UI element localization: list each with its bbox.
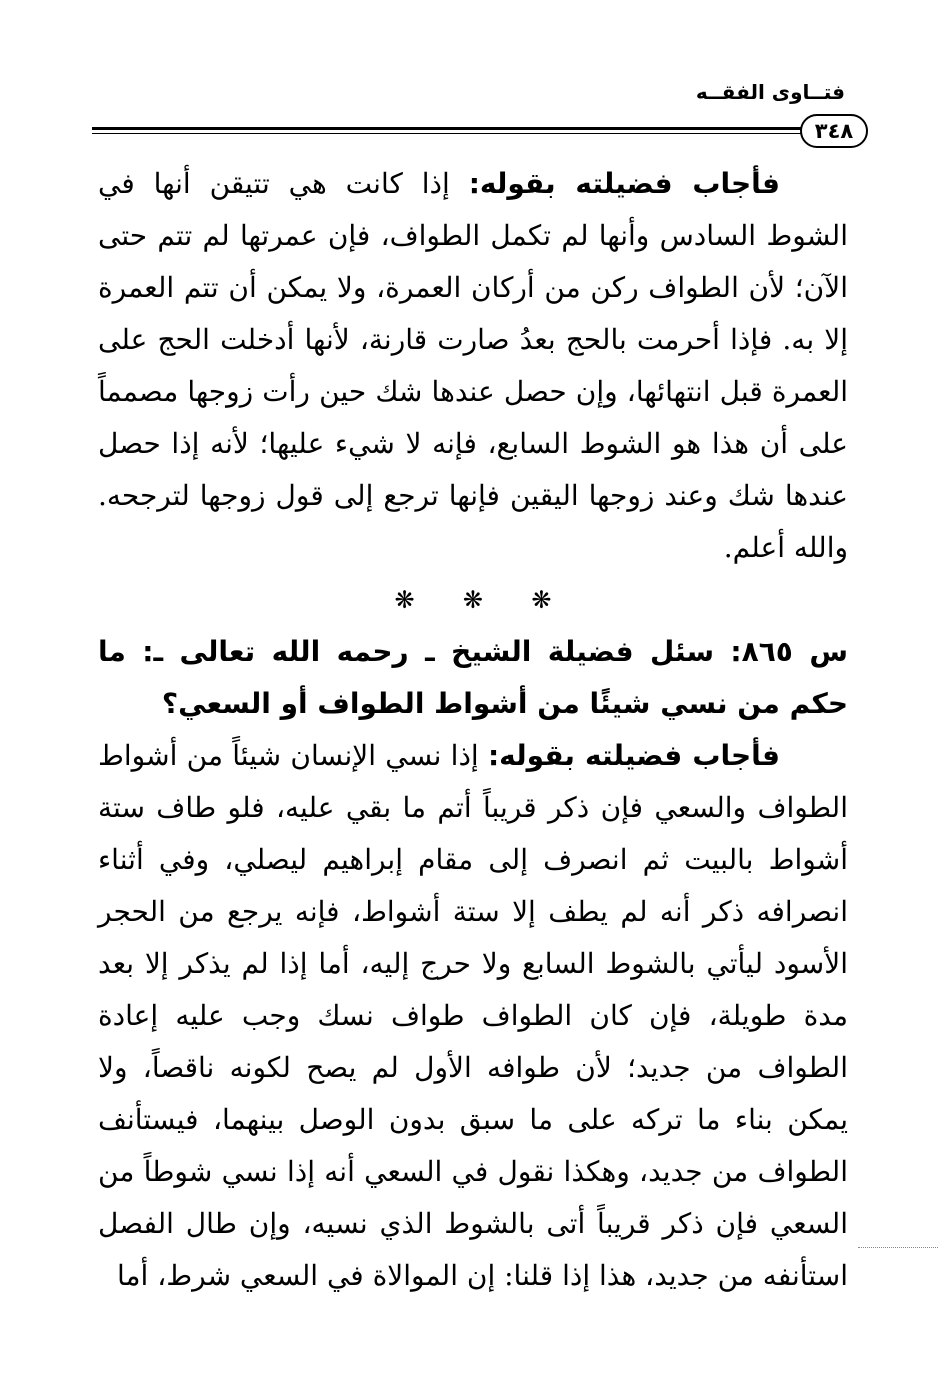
page-number: ٣٤٨ [800,114,868,148]
header-rule [92,127,802,130]
page-body [98,158,848,1302]
answer-paragraph-2 [98,730,848,1302]
header-rule-thin [92,133,802,134]
section-separator: ❋ ❋ ❋ [394,586,552,614]
answer-paragraph-1 [98,158,848,574]
answer-text: إذا نسي الإنسان شيئاً من أشواط الطواف والسعي فإن ذكر قريباً أتم ما بقي عليه، فلو طاف ستة أشواط بالبيت ثم انصرف إلى مقام إبراهيم ليصلي، وفي أثناء انصرافه ذكر أنه لم يطف إلا ستة أشواط، فإنه يرجع من الحجر الأسود ليأتي بالشوط السابع ولا حرج إليه، أما إذا لم يذكر إلا بعد مدة طويلة، فإن كان الطواف طواف نسك وجب عليه إعادة الطواف من جديد؛ لأن طوافه الأول لم يصح لكونه ناقصاً، ولا يمكن بناء ما تركه على ما سبق بدون الوصل بينهما، فيستأنف الطواف من جديد، وهكذا نقول في السعي أنه إذا نسي شوطاً من السعي فإن ذكر قريباً أتى بالشوط الذي نسيه، وإن طال الفصل استأنفه من جديد، هذا إذا قلنا: إن الموالاة في السعي شرط، أما [98,739,848,1292]
question-paragraph: س ٨٦٥: سئل فضيلة الشيخ ـ رحمه الله تعالى ـ: ما حكم من نسي شيئًا من أشواط الطواف أو السعي؟ [98,635,848,720]
answer-lead: فأجاب فضيلته بقوله: [487,739,781,772]
answer-lead: فأجاب فضيلته بقوله: [468,167,780,200]
book-title: فتــاوى الفقــه [695,80,845,104]
continuation-dots [858,1247,938,1248]
answer-text: إذا كانت هي تتيقن أنها في الشوط السادس وأنها لم تكمل الطواف، فإن عمرتها لم تتم حتى الآن؛ لأن الطواف ركن من أركان العمرة، ولا يمكن أن تتم العمرة إلا به. فإذا أحرمت بالحج بعدُ صارت قارنة، لأنها أدخلت الحج على العمرة قبل انتهائها، وإن حصل عندها شك حين رأت زوجها مصمماً على أن هذا هو الشوط السابع، فإنه لا شيء عليها؛ لأنه إذا حصل عندها شك وعند زوجها اليقين فإنها ترجع إلى قول زوجها لترجحه. والله أعلم. [98,167,849,564]
